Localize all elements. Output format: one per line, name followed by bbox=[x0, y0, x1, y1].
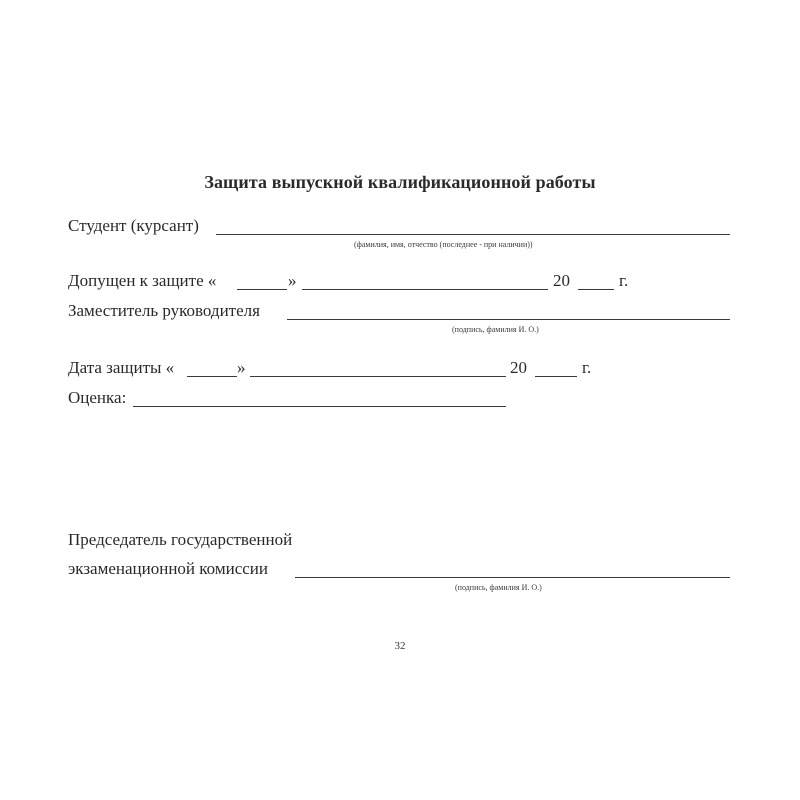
deputy-signature-field[interactable] bbox=[287, 319, 730, 320]
defense-year-suffix: г. bbox=[582, 358, 592, 377]
deputy-label: Заместитель руководителя bbox=[68, 301, 260, 320]
grade-label: Оценка: bbox=[68, 388, 127, 407]
defense-day-field[interactable] bbox=[187, 376, 237, 377]
admitted-day-field[interactable] bbox=[237, 289, 287, 290]
page-number: 32 bbox=[394, 640, 406, 652]
student-name-field[interactable] bbox=[216, 234, 730, 235]
chairman-signature-field[interactable] bbox=[295, 577, 730, 578]
defense-year-field[interactable] bbox=[535, 376, 577, 377]
student-caption: (фамилия, имя, отчество (последнее - при наличии)) bbox=[354, 240, 533, 249]
admitted-year-suffix: г. bbox=[619, 271, 629, 290]
chairman-label-line1: Председатель государственной bbox=[68, 530, 293, 549]
chairman-label-line2: экзаменационной комиссии bbox=[68, 559, 268, 578]
grade-field[interactable] bbox=[133, 406, 506, 407]
deputy-caption: (подпись, фамилия И. О.) bbox=[452, 325, 539, 334]
document-title: Защита выпускной квалификационной работы bbox=[204, 172, 596, 192]
defense-year-prefix: 20 bbox=[510, 358, 527, 377]
admitted-label: Допущен к защите « bbox=[68, 271, 217, 290]
admitted-year-prefix: 20 bbox=[553, 271, 570, 290]
defense-close-quote: » bbox=[237, 358, 246, 377]
admitted-year-field[interactable] bbox=[578, 289, 614, 290]
chairman-caption: (подпись, фамилия И. О.) bbox=[455, 583, 542, 592]
defense-month-field[interactable] bbox=[250, 376, 506, 377]
admitted-close-quote: » bbox=[288, 271, 297, 290]
defense-date-label: Дата защиты « bbox=[68, 358, 175, 377]
student-label: Студент (курсант) bbox=[68, 216, 199, 235]
admitted-month-field[interactable] bbox=[302, 289, 548, 290]
